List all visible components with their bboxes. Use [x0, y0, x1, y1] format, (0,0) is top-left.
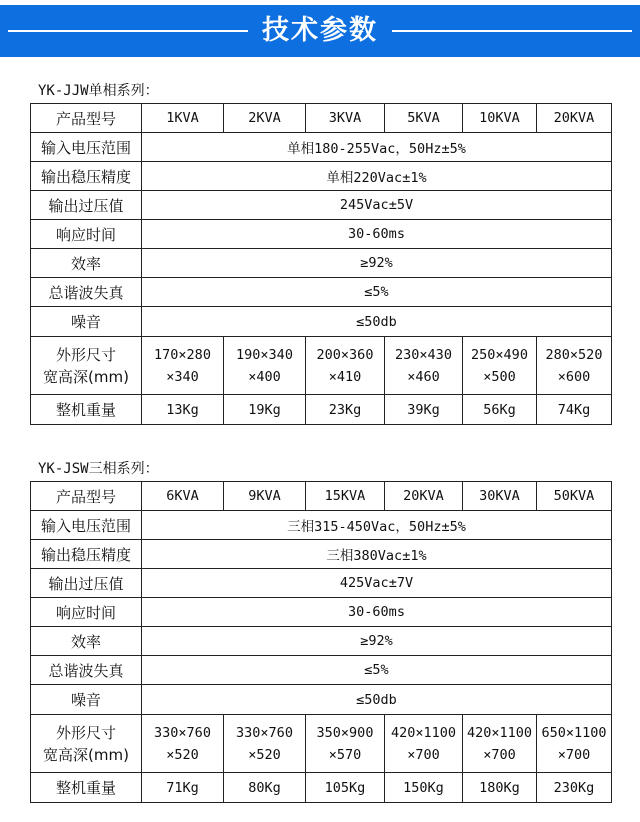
- size-line-2: ×700: [407, 746, 440, 763]
- table-row-efficiency: [31, 249, 612, 278]
- row-label: 输出稳压精度: [31, 540, 142, 569]
- model-cell: 50KVA: [537, 482, 612, 511]
- weight-cell: 13Kg: [142, 395, 224, 425]
- size-cell: [306, 715, 385, 773]
- size-cell: [306, 337, 385, 395]
- weight-cell: 180Kg: [463, 773, 537, 803]
- table-row-weight: [31, 395, 612, 425]
- weight-cell: 230Kg: [537, 773, 612, 803]
- size-line-2: ×570: [328, 746, 362, 763]
- row-value: ≤5%: [142, 656, 612, 685]
- model-cell: 20KVA: [537, 104, 612, 133]
- size-line-1: 330×760: [154, 724, 211, 741]
- model-cell: 30KVA: [463, 482, 537, 511]
- table-row-overvoltage: [31, 191, 612, 220]
- table-row-weight: [31, 773, 612, 803]
- model-cell: 2KVA: [224, 104, 306, 133]
- table-row-thd: [31, 278, 612, 307]
- table-row-overvoltage: [31, 569, 612, 598]
- header-divider-right: [392, 30, 632, 32]
- size-line-2: ×520: [248, 746, 281, 763]
- size-line-2: ×500: [483, 368, 516, 385]
- weight-cell: 105Kg: [306, 773, 385, 803]
- row-value: 30-60ms: [142, 220, 612, 249]
- size-line-2: ×700: [483, 746, 516, 763]
- weight-cell: 74Kg: [537, 395, 612, 425]
- size-cell: [142, 715, 224, 773]
- row-label-line-1: 外形尺寸: [55, 723, 116, 742]
- model-cell: 3KVA: [306, 104, 385, 133]
- size-cell: [463, 337, 537, 395]
- size-line-2: ×400: [248, 368, 281, 385]
- row-label: 输入电压范围: [31, 133, 142, 162]
- weight-cell: 39Kg: [385, 395, 463, 425]
- size-line-1: 190×340: [236, 346, 293, 363]
- size-line-1: 350×900: [316, 724, 374, 741]
- size-cell: [537, 337, 612, 395]
- row-label: 噪音: [31, 307, 142, 337]
- size-cell: [224, 337, 306, 395]
- size-line-2: ×410: [328, 368, 362, 385]
- size-line-1: 420×1100: [466, 724, 533, 741]
- row-label-line-1: 外形尺寸: [55, 345, 116, 364]
- size-line-1: 420×1100: [390, 724, 457, 741]
- model-cell: 1KVA: [142, 104, 224, 133]
- table-row-efficiency: [31, 627, 612, 656]
- row-value: ≤5%: [142, 278, 612, 307]
- table-row-input: [31, 133, 612, 162]
- size-line-1: 250×490: [471, 346, 528, 363]
- size-cell: [224, 715, 306, 773]
- size-cell: [385, 715, 463, 773]
- weight-cell: 19Kg: [224, 395, 306, 425]
- row-label: 响应时间: [31, 598, 142, 627]
- size-line-2: ×520: [166, 746, 199, 763]
- spec-table-three-phase: [30, 481, 612, 803]
- row-value: ≤50db: [142, 685, 612, 715]
- row-label-line-2: 宽高深(mm): [43, 367, 129, 386]
- size-line-1: 280×520: [545, 346, 603, 363]
- table-row-response: [31, 220, 612, 249]
- model-cell: 5KVA: [385, 104, 463, 133]
- row-label: 输出过压值: [31, 191, 142, 220]
- table-row-thd: [31, 656, 612, 685]
- spec-table-single-phase: [30, 103, 612, 425]
- row-value: ≥92%: [142, 249, 612, 278]
- header-divider-left: [8, 30, 248, 32]
- page-title: 技术参数: [262, 15, 378, 46]
- row-label: 产品型号: [31, 482, 142, 511]
- size-cell: [537, 715, 612, 773]
- table-row-input: [31, 511, 612, 540]
- table-row-model: [31, 104, 612, 133]
- model-cell: 9KVA: [224, 482, 306, 511]
- row-value: 245Vac±5V: [142, 191, 612, 220]
- row-label: 响应时间: [31, 220, 142, 249]
- size-line-1: 230×430: [395, 346, 452, 363]
- table-row-size: [31, 337, 612, 395]
- table-row-model: [31, 482, 612, 511]
- row-value: 425Vac±7V: [142, 569, 612, 598]
- row-label: 输入电压范围: [31, 511, 142, 540]
- weight-cell: 23Kg: [306, 395, 385, 425]
- header-banner: [0, 0, 640, 62]
- size-line-2: ×340: [166, 368, 199, 385]
- size-cell: [142, 337, 224, 395]
- row-label-line-2: 宽高深(mm): [43, 745, 129, 764]
- size-line-2: ×700: [557, 746, 591, 763]
- row-value: ≤50db: [142, 307, 612, 337]
- row-value: 单相180-255Vac，50Hz±5%: [142, 133, 612, 162]
- series-title-three-phase: YK-JSW三相系列：: [38, 461, 159, 477]
- row-value: 三相380Vac±1%: [142, 540, 612, 569]
- size-line-1: 330×760: [236, 724, 293, 741]
- row-label: 总谐波失真: [31, 278, 142, 307]
- row-label: 效率: [31, 249, 142, 278]
- model-cell: 6KVA: [142, 482, 224, 511]
- model-cell: 20KVA: [385, 482, 463, 511]
- size-line-1: 650×1100: [541, 724, 607, 741]
- size-cell: [385, 337, 463, 395]
- size-line-1: 170×280: [154, 346, 211, 363]
- row-value: 单相220Vac±1%: [142, 162, 612, 191]
- table-row-response: [31, 598, 612, 627]
- table-row-precision: [31, 540, 612, 569]
- size-line-1: 200×360: [316, 346, 374, 363]
- row-label: [31, 337, 142, 395]
- row-label: 输出稳压精度: [31, 162, 142, 191]
- row-label: 产品型号: [31, 104, 142, 133]
- row-label: 输出过压值: [31, 569, 142, 598]
- row-value: ≥92%: [142, 627, 612, 656]
- row-label: 整机重量: [31, 395, 142, 425]
- row-label: 总谐波失真: [31, 656, 142, 685]
- row-label: 整机重量: [31, 773, 142, 803]
- size-line-2: ×600: [557, 368, 591, 385]
- series-title-single-phase: YK-JJW单相系列：: [38, 83, 159, 99]
- row-value: 30-60ms: [142, 598, 612, 627]
- weight-cell: 150Kg: [385, 773, 463, 803]
- weight-cell: 80Kg: [224, 773, 306, 803]
- table-row-noise: [31, 685, 612, 715]
- weight-cell: 56Kg: [463, 395, 537, 425]
- table-row-noise: [31, 307, 612, 337]
- row-label: [31, 715, 142, 773]
- model-cell: 10KVA: [463, 104, 537, 133]
- weight-cell: 71Kg: [142, 773, 224, 803]
- table-row-precision: [31, 162, 612, 191]
- size-cell: [463, 715, 537, 773]
- row-value: 三相315-450Vac，50Hz±5%: [142, 511, 612, 540]
- row-label: 噪音: [31, 685, 142, 715]
- model-cell: 15KVA: [306, 482, 385, 511]
- row-label: 效率: [31, 627, 142, 656]
- size-line-2: ×460: [407, 368, 440, 385]
- table-row-size: [31, 715, 612, 773]
